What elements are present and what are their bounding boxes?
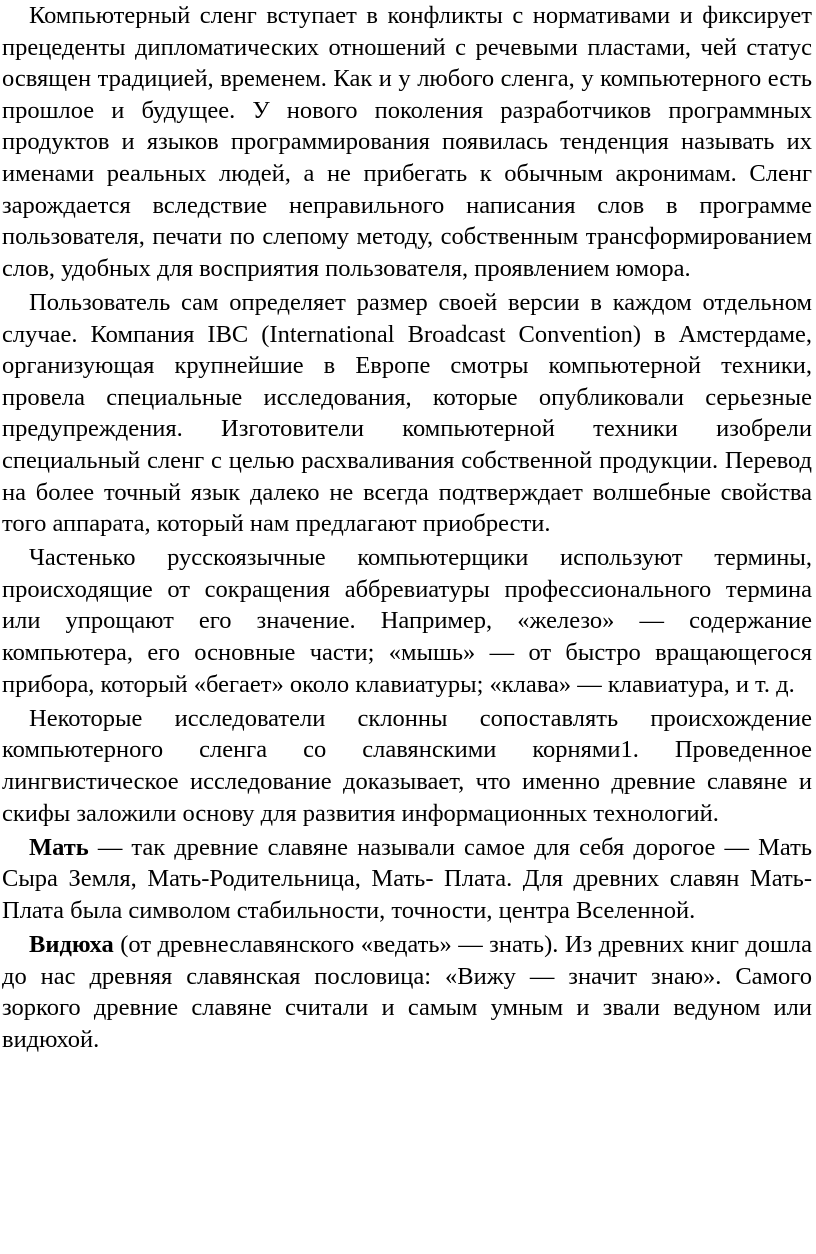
definition-vidyukha: [2, 929, 812, 1055]
paragraph-russian-terms: Частенько русскоязычные компьютерщики используют термины, происходящие от сокращения аббревиатуры профессионального термина или упрощают его значение. Например, «железо» — содержание компьютера, его основные части; «мышь» — от быстро вращающегося прибора, который «бегает» около клавиатуры; «клава» — клавиатура, и т. д.: [2, 544, 812, 698]
definition-vidyukha-text: (от древнеславянского «ведать» — знать). Из древних книг дошла до нас древняя славянская пословица: «Вижу — значит знаю». Самого зоркого древние славяне считали и самым умным и звали ведуном или видюхой.: [2, 931, 812, 1053]
term-mat: Мать: [29, 833, 89, 861]
paragraph-computer-slang-intro: Компьютерный сленг вступает в конфликты с нормативами и фиксирует прецеденты дипломатических отношений с речевыми пластами, чей статус освящен традицией, временем. Как и у любого сленга, у компьютерного есть прошлое и будущее. У нового поколения разработчиков программных продуктов и языков программирования появилась тенденция называть их именами реальных людей, а не прибегать к обычным акронимам. Сленг зарождается вследствие неправильного написания слов в программе пользователя, печати по слепому методу, собственным трансформированием слов, удобных для восприятия пользователя, проявлением юмора.: [2, 2, 812, 282]
paragraph-ibc-research: Пользователь сам определяет размер своей версии в каждом отдельном случае. Компания IBC (International Broadcast Convention) в Амстердаме, организующая крупнейшие в Европе смотры компьютерной техники, провела специальные исследования, которые опубликовали серьезные предупреждения. Изготовители компьютерной техники изобрели специальный сленг с целью расхваливания собственной продукции. Перевод на более точный язык далеко не всегда подтверждает волшебные свойства того аппарата, который нам предлагают приобрести.: [2, 288, 812, 538]
definition-mat-text: — так древние славяне называли самое для себя дорогое — Мать Сыра Земля, Мать-Родительница, Мать- Плата. Для древних славян Мать-Плата была символом стабильности, точности, центра Вселенной.: [2, 833, 812, 924]
definition-mat: [2, 832, 812, 927]
term-vidyukha: Видюха: [29, 931, 114, 959]
paragraph-slavic-roots: Некоторые исследователи склонны сопоставлять происхождение компьютерного сленга со славянскими корнями1. Проведенное лингвистическое исследование доказывает, что именно древние славяне и скифы заложили основу для развития информационных технологий.: [2, 704, 812, 827]
